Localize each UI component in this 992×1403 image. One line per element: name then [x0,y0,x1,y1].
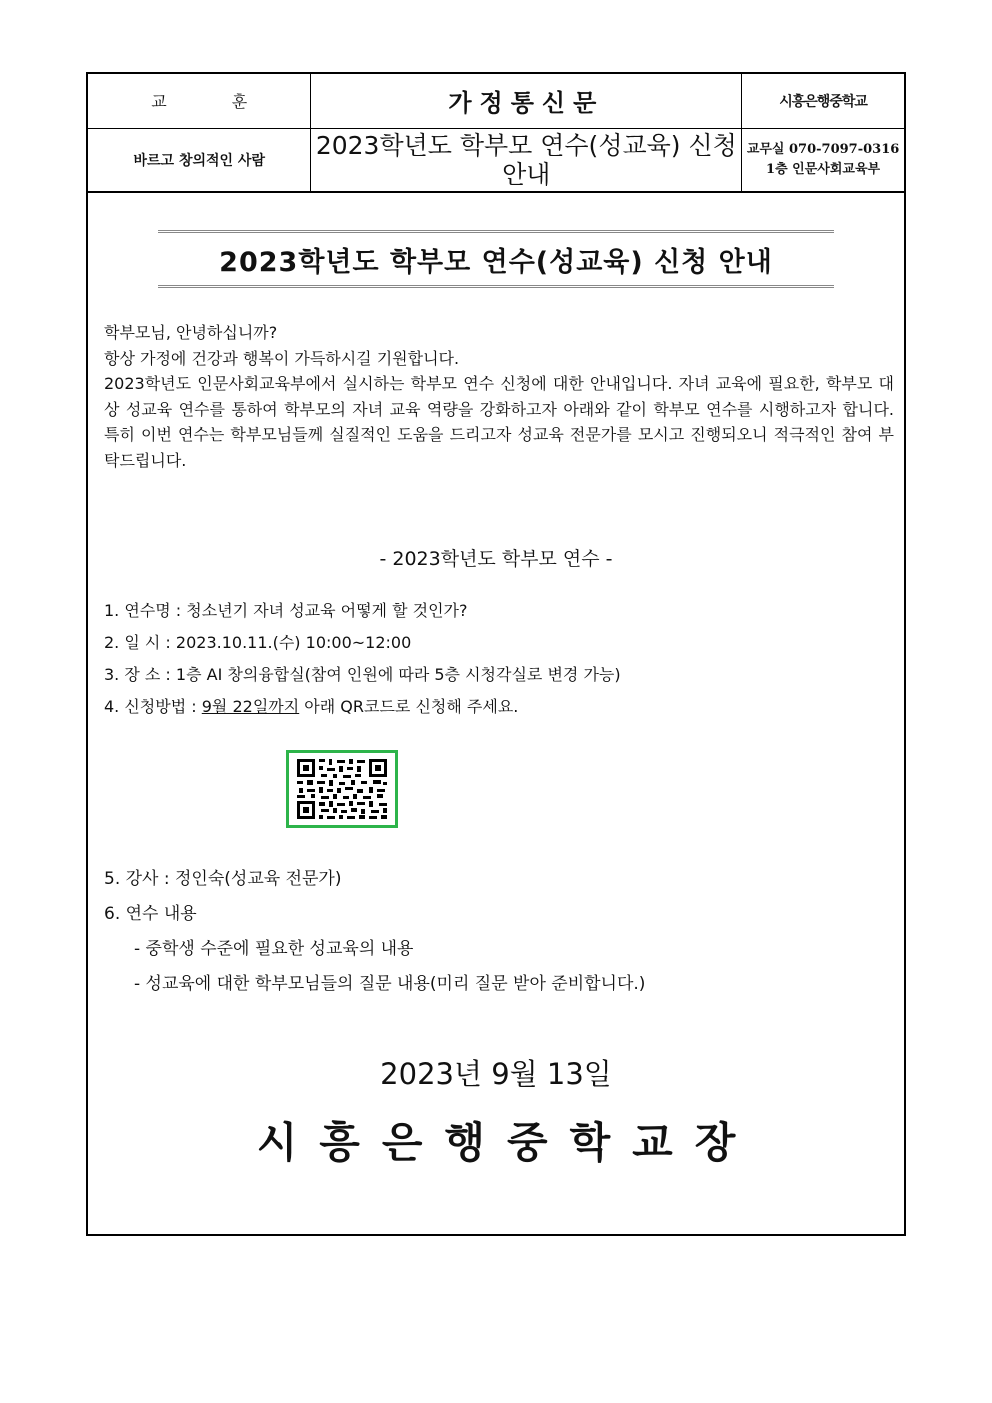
qr-code-icon[interactable] [286,750,398,828]
item-location: 3. 장 소 : 1층 AI 창의융합실(참여 인원에 따라 5층 시청각실로 변경 가능) [104,665,621,684]
item-content-a: - 중학생 수준에 필요한 성교육의 내용 [134,939,414,959]
details-list-continued [104,862,894,1002]
section-title: - 2023학년도 학부모 연수 - [379,548,613,570]
issue-date: 2023년 9월 13일 [380,1057,612,1091]
apply-deadline: 9월 22일까지 [201,697,300,716]
letter-frame [86,72,906,1236]
banner-title: 2023학년도 학부모 연수(성교육) 신청 안내 [158,230,834,288]
subject: 2023학년도 학부모 연수(성교육) 신청 안내 [311,128,742,192]
item-apply-method [104,691,894,723]
contact-info [742,128,904,192]
contact-phone: 교무실 070-7097-0316 [746,141,900,157]
item-instructor: 5. 강사 : 정인숙(성교육 전문가) [104,869,342,889]
contact-dept: 1층 인문사회교육부 [766,161,881,177]
apply-suffix: 아래 QR코드로 신청해 주세요. [299,697,519,716]
item-content-heading: 6. 연수 내용 [104,904,197,924]
header-table [88,74,904,193]
item-datetime: 2. 일 시 : 2023.10.11.(수) 10:00~12:00 [104,633,412,652]
paper-title: 가정통신문 [311,74,742,128]
school-name: 시흥은행중학교 [742,74,904,128]
greeting-line: 학부모님, 안녕하십니까? [104,323,278,342]
apply-prefix: 4. 신청방법 : [104,697,202,716]
greeting-text [104,320,894,474]
item-content-b: - 성교육에 대한 학부모님들의 질문 내용(미리 질문 받아 준비합니다.) [134,974,646,994]
details-list [104,595,894,723]
motto: 바르고 창의적인 사람 [88,128,311,192]
signer: 시흥은행중학교장 [256,1118,758,1167]
motto-label: 교 훈 [88,74,311,128]
item-title: 1. 연수명 : 청소년기 자녀 성교육 어떻게 할 것인가? [104,601,468,620]
qr-code-graphic [293,756,391,822]
greeting-line: 항상 가정에 건강과 행복이 가득하시길 기원합니다. [104,348,460,368]
greeting-paragraph: 2023학년도 인문사회교육부에서 실시하는 학부모 연수 신청에 대한 안내입니다. 자녀 교육에 필요한, 학부모 대상 성교육 연수를 통하여 학부모의 자녀 교육 역량을 강화하고자 아래와 같이 학부모 연수를 시행하고자 합니다. 특히 이번 연수는 학부모님들께 실질적인 도움을 드리고자 성교육 전문가를 모시고 진행되오니 적극적인 참여 부탁드립니다. [104,374,894,470]
